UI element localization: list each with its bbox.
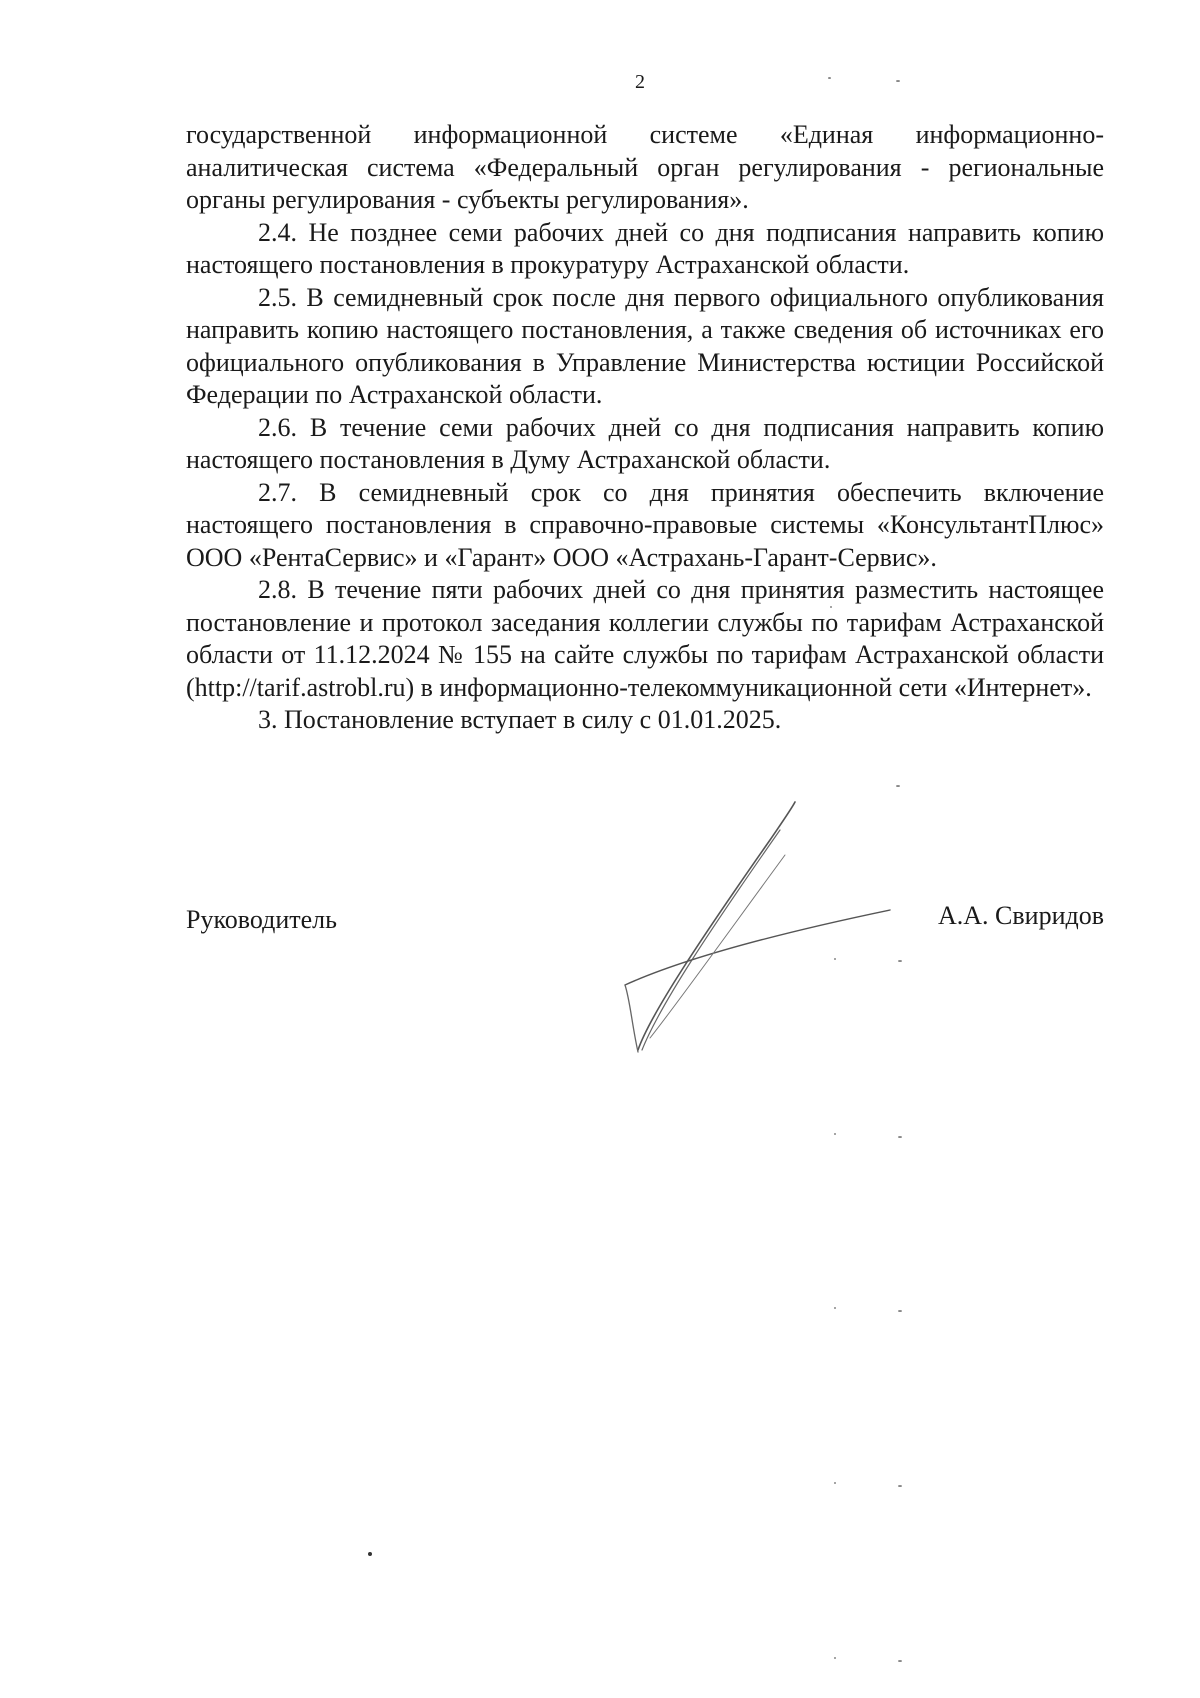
- paragraph-2-4: 2.4. Не позднее семи рабочих дней со дня подписания направить копию настоящего постановления в прокуратуру Астраханской области.: [186, 217, 1104, 279]
- paragraph-3: 3. Постановление вступает в силу с 01.01.2025.: [258, 705, 782, 734]
- scan-speck: [830, 606, 832, 608]
- scan-speck: [834, 1482, 836, 1484]
- page-number: 2: [635, 71, 645, 93]
- scan-speck: [834, 958, 836, 960]
- scan-speck: [834, 1657, 836, 1659]
- scan-speck: [828, 77, 831, 79]
- scan-speck: [898, 1485, 902, 1487]
- scan-speck: [898, 1660, 902, 1662]
- scan-speck: [834, 1133, 836, 1135]
- scan-speck: [898, 960, 902, 962]
- scan-speck: [896, 785, 900, 787]
- paragraph-2-5: 2.5. В семидневный срок после дня первого официального опубликования направить копию настоящего постановления, а также сведения об источниках его официального опубликования в Управление Министерства юстиции Российской Федерации по Астраханской области.: [186, 282, 1104, 409]
- scan-speck: [368, 1552, 372, 1556]
- paragraph-2-8: 2.8. В течение пяти рабочих дней со дня принятия разместить настоящее постановление и протокол заседания коллегии службы по тарифам Астраханской области от 11.12.2024 № 155 на сайте службы по тарифам Астраханской области (http://tarif.astrobl.ru) в информационно-телекоммуникационной сети «Интернет».: [186, 575, 1104, 702]
- signatory-name: А.А. Свиридов: [937, 901, 1104, 930]
- handwritten-signature: [620, 800, 900, 1060]
- scan-speck: [896, 80, 900, 82]
- document-body: [186, 119, 1104, 737]
- paragraph-2-6: 2.6. В течение семи рабочих дней со дня подписания направить копию настоящего постановления в Думу Астраханской области.: [186, 412, 1104, 474]
- scan-speck: [898, 1136, 902, 1138]
- scan-speck: [898, 1310, 902, 1312]
- scan-speck: [834, 1307, 836, 1309]
- paragraph-continuation: государственной информационной системе «Единая информационно-аналитическая система «Федеральный орган регулирования - региональные органы регулирования - субъекты регулирования».: [186, 120, 1104, 214]
- signatory-role: Руководитель: [186, 905, 337, 934]
- paragraph-2-7: 2.7. В семидневный срок со дня принятия обеспечить включение настоящего постановления в справочно-правовые системы «КонсультантПлюс» ООО «РентаСервис» и «Гарант» ООО «Астрахань-Гарант-Сервис».: [186, 477, 1104, 572]
